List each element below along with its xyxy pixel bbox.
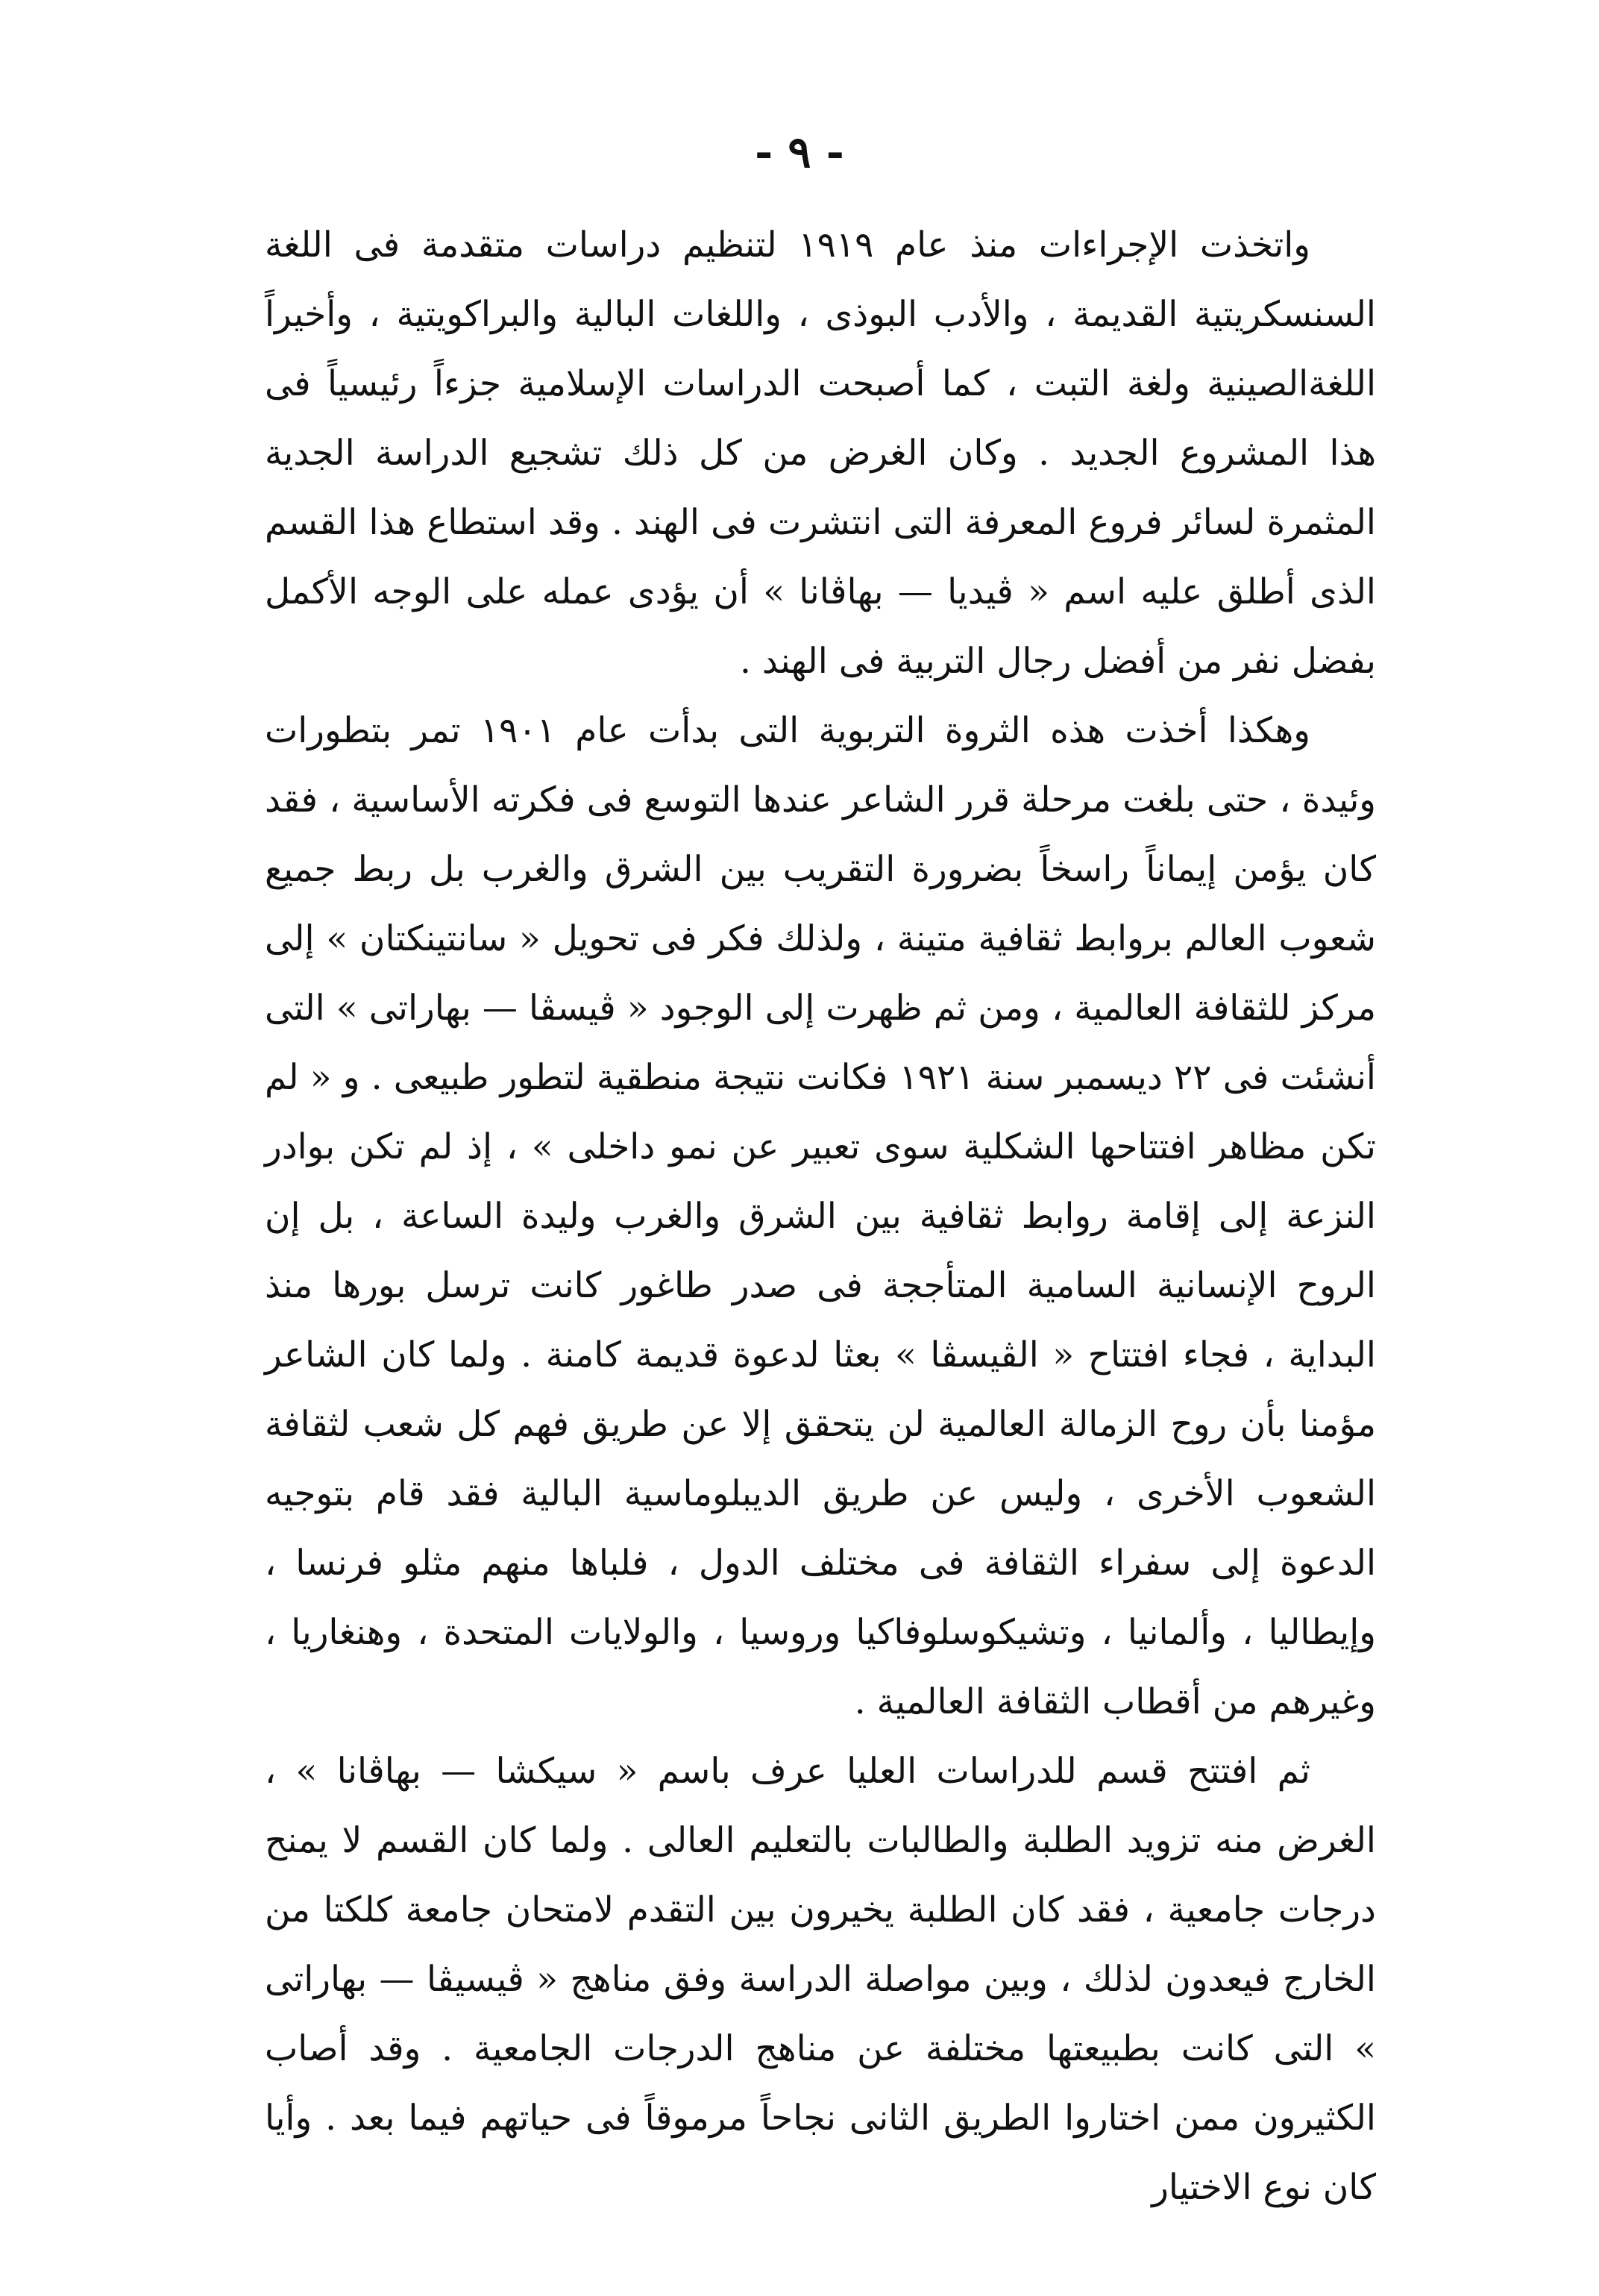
paragraph-2: وهكذا أخذت هذه الثروة التربوية التى بدأت عام ١٩٠١ تمر بتطورات وئيدة ، حتى بلغت مرحلة قرر الشاعر عندها التوسع فى فكرته الأساسية ، فقد كان يؤمن إيماناً راسخاً بضرورة التقريب بين الشرق والغرب بل ربط جميع شعوب العالم بروابط ثقافية متينة ، ولذلك فكر فى تحويل « سانتينكتان » إلى مركز للثقافة العالمية ، ومن ثم ظهرت إلى الوجود « ڤيسڤا — بهاراتى » التى أنشئت فى ٢٢ ديسمبر سنة ١٩٢١ فكانت نتيجة منطقية لتطور طبيعى . و « لم تكن مظاهر افتتاحها الشكلية سوى تعبير عن نمو داخلى » ، إذ لم تكن بوادر النزعة إلى إقامة روابط ثقافية بين الشرق والغرب وليدة الساعة ، بل إن الروح الإنسانية السامية المتأججة فى صدر طاغور كانت ترسل بورها منذ البداية ، فجاء افتتاح « الڤيسڤا » بعثا لدعوة قديمة كامنة . ولما كان الشاعر مؤمنا بأن روح الزمالة العالمية لن يتحقق إلا عن طريق فهم كل شعب لثقافة الشعوب الأخرى ، وليس عن طريق الديبلوماسية البالية فقد قام بتوجيه الدعوة إلى سفراء الثقافة فى مختلف الدول ، فلباها منهم مثلو فرنسا ، وإيطاليا ، وألمانيا ، وتشيكوسلوفاكيا وروسيا ، والولايات المتحدة ، وهنغاريا ، وغيرهم من أقطاب الثقافة العالمية . bbox=[265, 710, 1376, 1722]
paragraph-3: ثم افتتح قسم للدراسات العليا عرف باسم « سيكشا — بهاڤانا » ، الغرض منه تزويد الطلبة والطالبات بالتعليم العالى . ولما كان القسم لا يمنح درجات جامعية ، فقد كان الطلبة يخيرون بين التقدم لامتحان جامعة كلكتا من الخارج فيعدون لذلك ، وبين مواصلة الدراسة وفق مناهج « ڤيسيڤا — بهاراتى » التى كانت بطبيعتها مختلفة عن مناهج الدرجات الجامعية . وقد أصاب الكثيرون ممن اختاروا الطريق الثانى نجاحاً مرموقاً فى حياتهم فيما بعد . وأيا كان نوع الاختيار bbox=[265, 1751, 1376, 2208]
paragraph-1: واتخذت الإجراءات منذ عام ١٩١٩ لتنظيم دراسات متقدمة فى اللغة السنسكريتية القديمة ، والأدب البوذى ، واللغات البالية والبراكويتية ، وأخيراً اللغةالصينية ولغة التبت ، كما أصبحت الدراسات الإسلامية جزءاً رئيسياً فى هذا المشروع الجديد . وكان الغرض من كل ذلك تشجيع الدراسة الجدية المثمرة لسائر فروع المعرفة التى انتشرت فى الهند . وقد استطاع هذا القسم الذى أطلق عليه اسم « ڤيديا — بهاڤانا » أن يؤدى عمله على الوجه الأكمل بفضل نفر من أفضل رجال التربية فى الهند . bbox=[265, 225, 1376, 682]
body-text bbox=[265, 210, 1376, 2222]
page-number: - ٩ - bbox=[755, 127, 844, 178]
